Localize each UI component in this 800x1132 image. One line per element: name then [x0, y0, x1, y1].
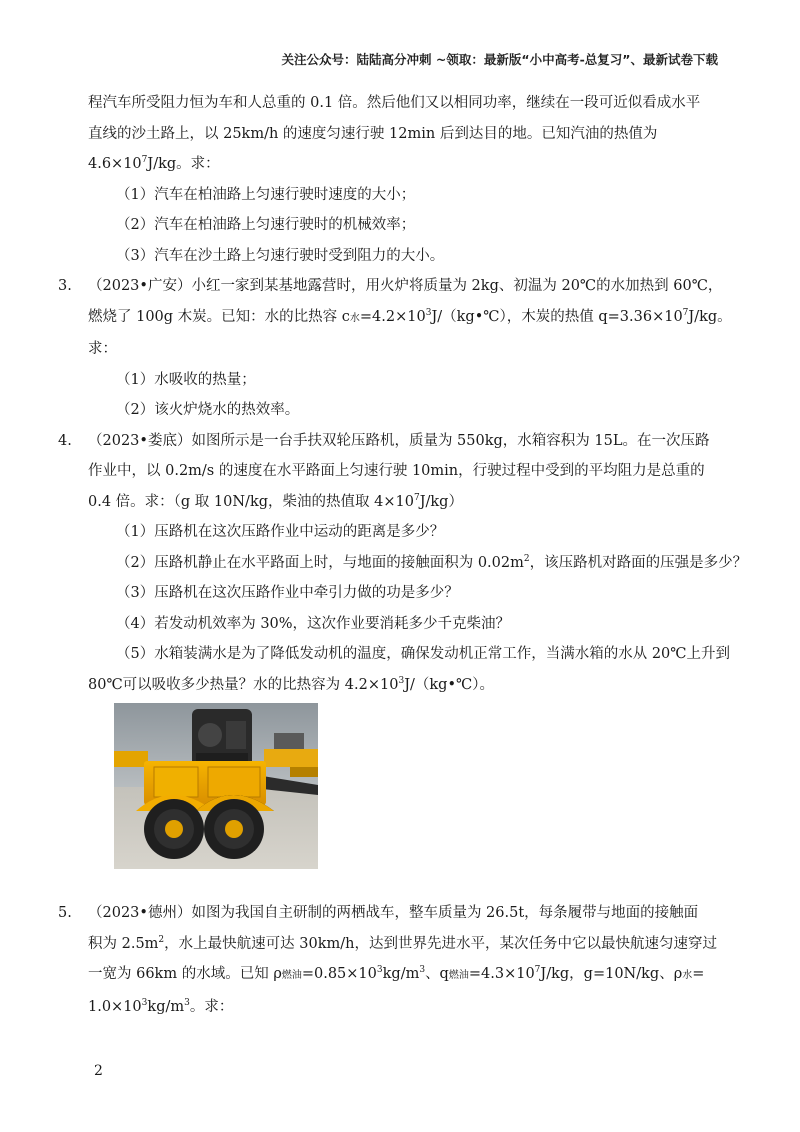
- text: =4.2×10: [359, 308, 426, 325]
- superscript: 3: [398, 675, 405, 686]
- q4-line-1: [58, 426, 728, 457]
- superscript: 3: [419, 965, 426, 975]
- text: ，该压路机对路面的压强是多少？: [529, 554, 748, 571]
- subscript: 水: [349, 312, 360, 324]
- superscript: 7: [682, 307, 689, 318]
- q4-sub-3: （3）压路机在这次压路作业中牵引力做的功是多少？: [116, 585, 459, 601]
- text: 一宽为 66km 的水域。已知 ρ: [88, 966, 282, 982]
- text: J/kg，g=10N/kg、ρ: [540, 966, 683, 982]
- superscript: 7: [413, 492, 420, 503]
- text: （2023•德州）如图为我国自主研制的两栖战车，整车质量为 26.5t，每条履带与地面的接触面: [88, 905, 699, 921]
- q3-sub-2: （2）该火炉烧水的热效率。: [116, 402, 300, 418]
- text: J/kg。: [688, 308, 732, 325]
- superscript: 2: [523, 553, 530, 564]
- text: =0.85×10: [301, 966, 377, 982]
- subscript: 水: [682, 970, 693, 981]
- q2-line-2: 直线的沙土路上，以 25km/h 的速度匀速行驶 12min 后到达目的地。已知汽油的热值为: [88, 125, 658, 142]
- text: 80℃可以吸收多少热量？水的比热容为 4.2×10: [88, 676, 399, 693]
- q3-line-2: [88, 302, 732, 335]
- text: 、q: [425, 966, 449, 982]
- superscript: 2: [158, 934, 165, 945]
- q4-number: 4.: [58, 432, 72, 449]
- page-header: 关注公众号：陆陆高分冲刺 ~领取：最新版“小中高考-总复习”、最新试卷下载: [281, 52, 718, 67]
- q2-sub-2: （2）汽车在柏油路上匀速行驶时的机械效率；: [116, 217, 416, 233]
- q2-sub-3: （3）汽车在沙土路上匀速行驶时受到阻力的大小。: [116, 247, 445, 264]
- superscript: 7: [141, 155, 148, 165]
- text: kg/m: [147, 998, 185, 1015]
- text: （2023•娄底）如图所示是一台手扶双轮压路机，质量为 550kg，水箱容积为 15L。在一次压路: [88, 432, 710, 449]
- road-roller-photo: [114, 703, 318, 869]
- q3-sub-1: （1）水吸收的热量；: [116, 371, 256, 388]
- q4-sub-5: （5）水箱装满水是为了降低发动机的温度，确保发动机正常工作，当满水箱的水从 20℃上升到: [116, 646, 731, 662]
- text: 4.6×10: [88, 156, 142, 172]
- superscript: 3: [376, 965, 383, 975]
- q5-line-4: [88, 992, 728, 1023]
- q2-sub-1: （1）汽车在柏油路上匀速行驶时速度的大小；: [116, 186, 416, 203]
- superscript: 3: [141, 997, 148, 1008]
- q4-sub-1: （1）压路机在这次压路作业中运动的距离是多少？: [116, 524, 445, 540]
- road-roller-illustration: [114, 703, 318, 869]
- superscript: 7: [534, 965, 541, 975]
- q2-line-3: [88, 149, 728, 180]
- q5-number: 5.: [58, 905, 72, 921]
- subscript: 燃油: [281, 970, 302, 981]
- superscript: 3: [425, 307, 432, 318]
- q3-number: 3.: [58, 278, 72, 294]
- q2-line-1: 程汽车所受阻力恒为车和人总重的 0.1 倍。然后他们又以相同功率，继续在一段可近似看成水平: [88, 95, 701, 111]
- q4-line-2: 作业中，以 0.2m/s 的速度在水平路面上匀速行驶 10min，行驶过程中受到的平均阻力是总重的: [88, 463, 705, 479]
- text: （2）压路机静止在水平路面上时，与地面的接触面积为 0.02m: [116, 554, 524, 571]
- question-5: [58, 898, 728, 1022]
- q4-sub-4: （4）若发动机效率为 30%，这次作业要消耗多少千克柴油？: [116, 615, 511, 632]
- subscript: 燃油: [448, 970, 469, 981]
- text: J/（kg•℃），木炭的热值 q=3.36×10: [431, 308, 683, 325]
- text: J/（kg•℃）。: [404, 676, 494, 693]
- q3-line-1: [58, 271, 728, 302]
- text: =: [692, 966, 705, 982]
- text: （2023•广安）小红一家到某基地露营时，用火炉将质量为 2kg、初温为 20℃的水加热到 60℃，: [88, 278, 723, 294]
- text: J/kg。求：: [147, 156, 220, 172]
- q5-line-3: [88, 959, 728, 992]
- text: ，水上最快航速可达 30km/h，达到世界先进水平，某次任务中它以最快航速匀速穿过: [164, 935, 717, 952]
- text: 0.4 倍。求：（g 取 10N/kg，柴油的热值取 4×10: [88, 493, 414, 510]
- text: 1.0×10: [88, 998, 142, 1015]
- page-number: 2: [94, 1063, 103, 1079]
- q4-sub-2: [88, 548, 748, 579]
- q4-line-3: [88, 487, 728, 518]
- q5-line-1: [58, 898, 728, 929]
- document-body: [58, 88, 748, 700]
- q4-sub-5-cont: [88, 670, 728, 701]
- superscript: 3: [184, 997, 190, 1008]
- text: =4.3×10: [468, 966, 535, 982]
- q3-line-3: 求：: [88, 341, 117, 357]
- text: 。求：: [189, 998, 234, 1015]
- q5-line-2: [88, 929, 728, 960]
- text: 积为 2.5m: [88, 935, 159, 952]
- text: kg/m: [382, 966, 420, 982]
- text: 燃烧了 100g 木炭。已知：水的比热容 c: [88, 308, 350, 325]
- text: J/kg）: [419, 493, 463, 510]
